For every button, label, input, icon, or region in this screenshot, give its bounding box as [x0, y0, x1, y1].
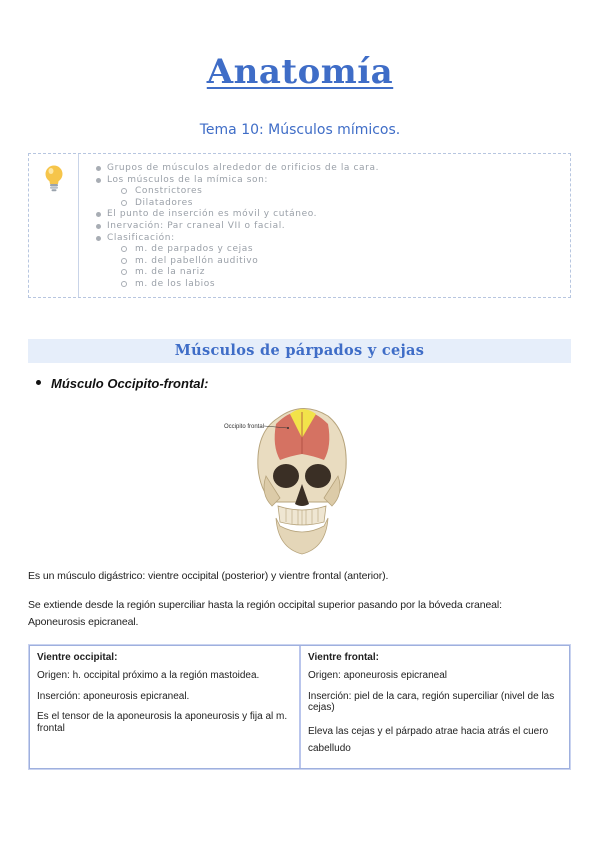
callout-item: Dilatadores — [85, 198, 379, 210]
muscle-bellies-table — [29, 645, 570, 769]
occipital-origin: Origen: h. occipital próximo a la región mastoidea. — [37, 670, 260, 681]
callout-icon-column — [29, 154, 79, 297]
occipital-insertion: Inserción: aponeurosis epicraneal. — [37, 690, 190, 702]
page-title: Anatomía — [206, 52, 394, 92]
frontal-column — [301, 646, 571, 768]
lightbulb-icon — [43, 164, 65, 192]
bullet-icon — [36, 380, 41, 385]
occipital-header: Vientre occipital: — [37, 652, 118, 663]
section-heading: Músculos de párpados y cejas — [28, 339, 571, 363]
description-paragraph-1: Es un músculo digástrico: vientre occipital (posterior) y vientre frontal (anterior). — [28, 570, 389, 582]
callout-list — [85, 163, 379, 291]
frontal-function: Eleva las cejas y el párpado atrae hacia atrás el cuero cabelludo — [308, 725, 549, 754]
callout-item: m. de la nariz — [85, 267, 379, 279]
callout-item: Grupos de músculos alrededor de orificios de la cara. — [85, 163, 379, 175]
callout-item: El punto de inserción es móvil y cutáneo. — [85, 209, 379, 221]
callout-item: Inervación: Par craneal VII o facial. — [85, 221, 379, 233]
description-paragraph-2 — [28, 597, 502, 631]
description-line-1: Se extiende desde la región superciliar hasta la región occipital superior pasando por la bóveda craneal: — [28, 599, 502, 611]
summary-callout — [28, 153, 571, 298]
figure-label: Occipito frontal — [224, 424, 265, 430]
frontal-header: Vientre frontal: — [308, 652, 379, 663]
description-line-2: Aponeurosis epicraneal. — [28, 616, 139, 628]
callout-item: m. de parpados y cejas — [85, 244, 379, 256]
occipital-function: Es el tensor de la aponeurosis la aponeurosis y fija al m. frontal — [37, 711, 288, 734]
callout-item: Los músculos de la mímica son: — [85, 175, 379, 187]
callout-item: Clasificación: — [85, 233, 379, 245]
callout-item: m. de los labios — [85, 279, 379, 291]
frontal-origin: Origen: aponeurosis epicraneal — [308, 670, 447, 681]
frontal-insertion: Inserción: piel de la cara, región superciliar (nivel de las cejas) — [308, 690, 555, 713]
skull-illustration — [220, 398, 385, 558]
page-subtitle: Tema 10: Músculos mímicos. — [199, 122, 401, 138]
occipital-column — [30, 646, 301, 768]
callout-item: m. del pabellón auditivo — [85, 256, 379, 268]
callout-item: Constrictores — [85, 186, 379, 198]
muscle-title-text: Músculo Occipito-frontal: — [51, 376, 209, 391]
muscle-title — [36, 376, 208, 391]
